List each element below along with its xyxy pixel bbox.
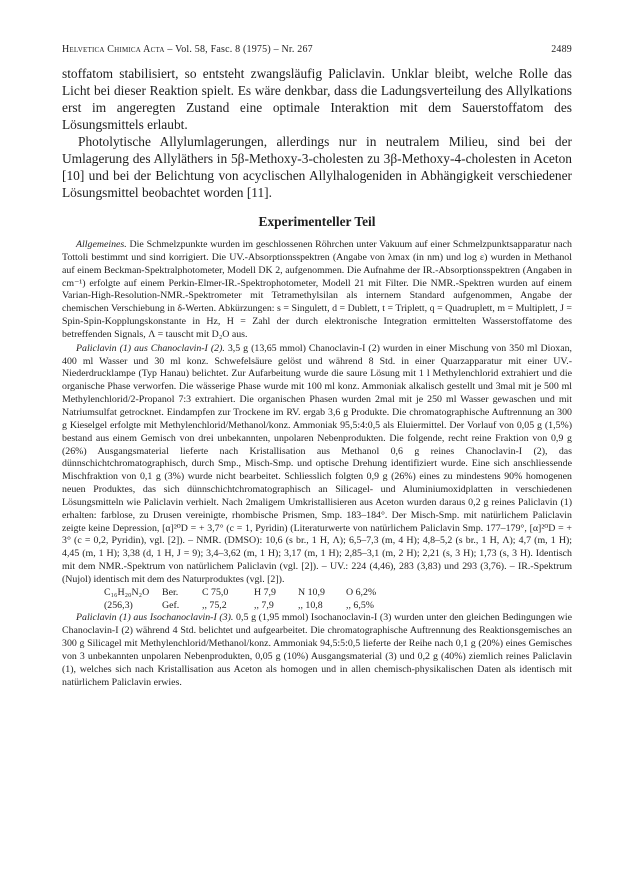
general-text: Die Schmelzpunkte wurden im geschlossenen Röhrchen unter Vakuum auf einer Schmelzpunktsapparatur nach Tottoli bestimmt und sind korrigiert. Die UV.-Absorptionsspektren (Angabe von λmax (in nm) und log ε) wurden in Methanol auf einem Beckman-Spektralphotometer, Modell DK 2, aufgenommen. Die Aufnahme der IR.-Absorptionsspektren (Angaben in cm⁻¹) erfolgte auf einem Perkin-Elmer-IR.-Spektrophotometer, Modell 21 mit Filter. Die NMR.-Spektren wurden auf einem Varian-High-Resolution-NMR.-Spektrometer mit Tetramethylsilan als internem Standard aufgenommen, Angabe der chemischen Verschiebung in δ-Werten. Abkürzungen: s = Singulett, d = Dublett, t = Triplett, q = Quadruplett, m = Multiplett, J = Spin-Spin-Kopplungskonstante in Hz, H = Zahl der durch elektronische Integration ermittelten Wasserstoffatome des betreffenden Signals, Λ = tauscht mit D₂O aus.	[62, 239, 572, 340]
analysis-cell: N 10,9	[298, 586, 325, 598]
procedure-1-text: 3,5 g (13,65 mmol) Chanoclavin-I (2) wurden in einer Mischung von 350 ml Dioxan, 400 ml Wasser und 30 ml konz. Schwefelsäure gelöst und während 8 Std. in einer Quarzapparatur mit einer UV.-Niederdrucklampe (Typ Hanau) belichtet. Zur Aufarbeitung wurde die saure Lösung mit 1 l Methylenchlorid extrahiert und die organische Phase verworfen. Die wässerige Phase wurde mit 100 ml konz. Ammoniak alkalisch gestellt und 3mal mit je 500 ml Methylenchlorid/2-Propanol 7:3 extrahiert. Die organischen Phasen wurden 2mal mit je 250 ml Wasser gewaschen und mit Natriumsulfat getrocknet. Eindampfen zur Trockene im RV. ergab 3,6 g Produkte. Die chromatographische Auftrennung an 300 g Kieselgel erfolgte mit Methylenchlorid/Methanol/konz. Ammoniak 95,5:4:0,5 als Eluiermittel. Der Vorlauf von 0,05 g (1,5%) bestand aus einem Gemisch von drei unbekannten, unpolaren Nebenprodukten. Die folgende, recht reine Fraktion von 0,9 g (26%) Ausgangsmaterial lieferte nach Kristallisation aus Methanol 0,6 g reines Chanoclavin-I (2), das dünnschichtchromatographisch, durch Smp., Misch-Smp. und optische Drehung identifiziert wurde. Eine sich anschliessende Mischfraktion von 0,1 g (3%) wurde nicht bearbeitet. Schliesslich folgten 0,9 g (26%) eines zu mindestens 90% homogenen neuen Produktes, das sich dünnschichtchromatographisch an Silicagel- und Aluminiumoxidplatten in verschiedenen Lösungsmitteln wie Paliclavin verhielt. Nach 2maligem Umkristallisieren aus Aceton wurden daraus 0,2 g reines Paliclavin (1) erhalten: farblose, zu Drusen vereinigte, rhombische Prismen, Smp. 183–184°. Der Misch-Smp. mit natürlichem Paliclavin zeigte keine Depression, [α]²⁰D = + 3,7° (c = 1, Pyridin) (Literaturwerte von natürlichem Paliclavin Smp. 177–179°, [α]²⁰D = + 3° (c = 0,2, Pyridin), vgl. [2]). – NMR. (DMSO): 10,6 (s br., 1 H, Λ); 6,5–7,3 (m, 4 H); 4,8–5,2 (s br., 1 H, Λ); 4,7 (m, 1 H); 4,45 (m, 1 H); 3,38 (d, 1 H, J = 9); 3,4–3,62 (m, 1 H); 3,17 (m, 1 H); 2,85–3,1 (m, 2 H); 2,21 (s, 3 H); 1,73 (s, 3 H). Identisch mit dem NMR.-Spektrum von natürlichem Paliclavin (vgl. [2]). – UV.: 224 (4,46), 283 (3,83) und 293 (3,76). – IR.-Spektrum (Nujol) identisch mit dem des Naturproduktes (vgl. [2]).	[62, 342, 572, 585]
procedure-1-lead: Paliclavin (1) aus Chanoclavin-I (2).	[76, 342, 225, 354]
elemental-analysis	[104, 587, 572, 613]
analysis-row-found	[104, 600, 572, 613]
running-head	[62, 44, 572, 55]
analysis-cell: O 6,2%	[346, 586, 377, 598]
intro-paragraph-2: Photolytische Allylumlagerungen, allerdings nur in neutralem Milieu, sind bei der Umlagerung des Allyläthers in 5β-Methoxy-3-cholesten zu 3β-Methoxy-4-cholesten in Aceton [10] und bei der Belichtung von acyclischen Allylhalogeniden in Abhängigkeit verschiedener Lösungsmittel beobachtet worden [11].	[62, 134, 572, 200]
journal-header	[62, 44, 313, 55]
analysis-formula: C₁₆H₂₀N₂O	[104, 586, 150, 598]
analysis-cell: Gef.	[162, 599, 180, 611]
analysis-cell: ,, 10,8	[298, 599, 323, 611]
experimental-body	[62, 239, 572, 690]
analysis-cell: ,, 75,2	[202, 599, 227, 611]
general-lead: Allgemeines.	[76, 239, 127, 250]
analysis-cell: ,, 6,5%	[346, 599, 374, 611]
analysis-cell: H 7,9	[254, 586, 276, 598]
procedure-2-lead: Paliclavin (1) aus Isochanoclavin-I (3).	[76, 612, 234, 624]
page-number: 2489	[551, 44, 572, 55]
analysis-cell: ,, 7,9	[254, 599, 274, 611]
analysis-cell: Ber.	[162, 586, 179, 598]
section-title: Experimenteller Teil	[258, 214, 376, 229]
procedure-2-text: 0,5 g (1,95 mmol) Isochanoclavin-I (3) wurden unter den gleichen Bedingungen wie Chanoclavin-I (2) während 4 Std. belichtet und aufgearbeitet. Die chromatographische Auftrennung des Reaktionsgemisches an 300 g Silicagel mit Methylenchlorid/Methanol/konz. Ammoniak 94,5:5:0,5 lieferte der Reihe nach 0,1 g (20%) eines Gemisches von 3 unbekannten unpolaren Nebenprodukten, 0,05 g (10%) Ausgangsmaterial (3) und 0,2 g (40%) ziemlich reines Paliclavin (1), welches sich nach Kristallisation aus Aceton als homogen und in allen chemisch-physikalischen Daten als identisch mit natürlichem Paliclavin erwies.	[62, 612, 572, 688]
analysis-cell: C 75,0	[202, 586, 229, 598]
volume-issue: – Vol. 58, Fasc. 8 (1975) – Nr. 267	[167, 44, 313, 55]
intro-text	[62, 65, 572, 201]
general-paragraph	[62, 239, 572, 342]
journal-name: Helvetica Chimica Acta	[62, 44, 165, 55]
analysis-molar-mass: (256,3)	[104, 599, 133, 611]
article-page	[62, 44, 572, 690]
procedure-2-paragraph	[62, 612, 572, 689]
analysis-row-calculated	[104, 587, 572, 600]
procedure-1-paragraph	[62, 343, 572, 587]
intro-paragraph-1: stoffatom stabilisiert, so entsteht zwangsläufig Paliclavin. Unklar bleibt, welche Rolle das Licht bei dieser Reaktion spielt. Es wäre denkbar, dass die Ladungsverteilung des Allylkations erst im angeregten Zustand eine optimale Interaktion mit dem Sauerstoffatom des Lösungsmittels erlaubt.	[62, 66, 572, 132]
